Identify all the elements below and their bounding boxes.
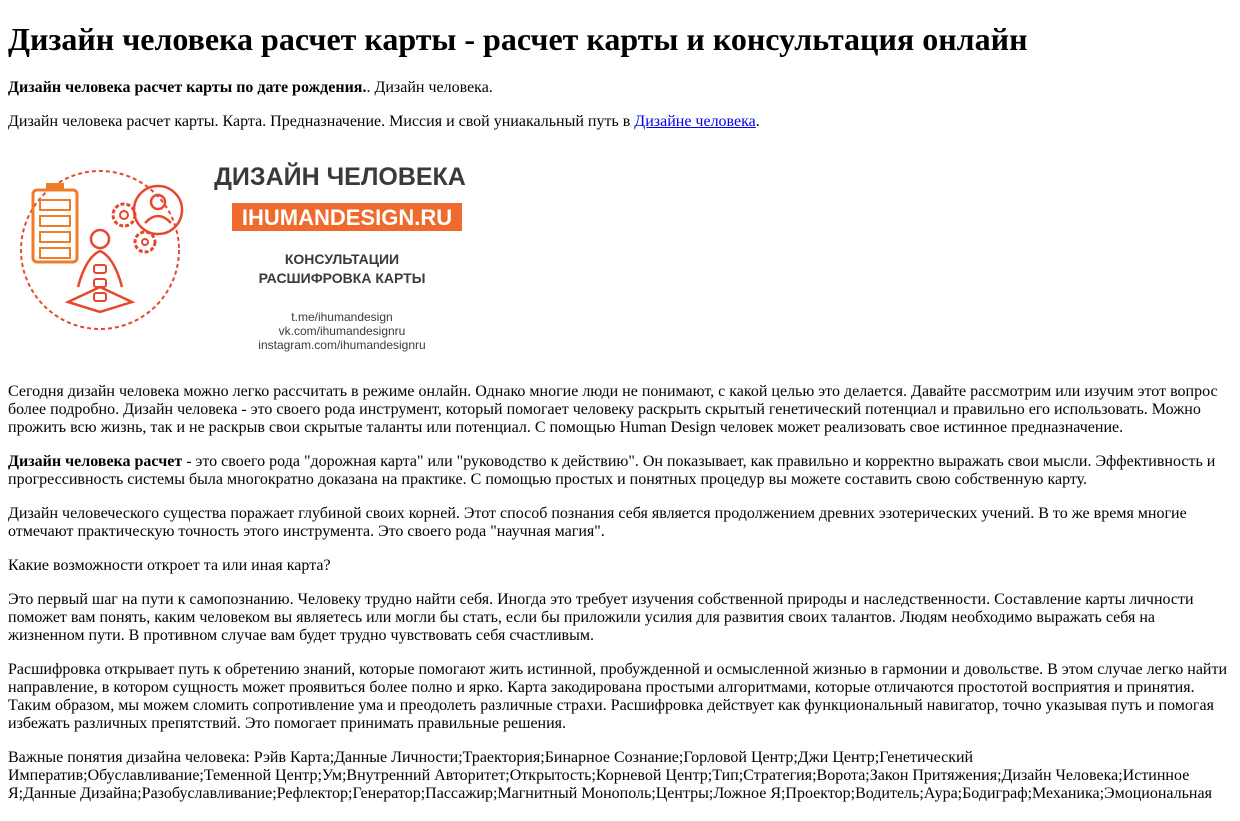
paragraph-1: Сегодня дизайн человека можно легко рассчитать в режиме онлайн. Однако многие люди не понимают, с какой целью это делается. Давайте рассмотрим или изучим этот вопрос более подробно. Дизайн человека - это своего рода инструмент, который помогает человеку раскрыть скрытый генетический потенциал и правильно его использовать. Можно прожить всю жизнь, так и не раскрыв свои скрытые таланты или потенциал. С помощью Human Design человек может реализовать свое истинное предназначение.: [8, 383, 1218, 436]
banner-site: IHUMANDESIGN.RU: [241, 205, 453, 230]
mission-text: Дизайн человека расчет карты. Карта. Предназначение. Миссия и свой униакальный путь в: [8, 113, 635, 130]
banner-line1: КОНСУЛЬТАЦИИ: [284, 251, 400, 267]
page-title: Дизайн человека расчет карты - расчет карты и консультация онлайн: [8, 21, 1028, 57]
banner-image: [8, 147, 488, 367]
paragraph-2: [8, 453, 1232, 489]
paragraph-4: Какие возможности откроет та или иная карта?: [8, 557, 331, 574]
intro-rest: . Дизайн человека.: [366, 79, 493, 96]
paragraph-5: Это первый шаг на пути к самопознанию. Человеку трудно найти себя. Иногда это требует изучения собственной природы и наследственности. Составление карты личности поможет вам понять, каким человеком вы являетесь или могли бы стать, если бы приложили усилия для развития своих талантов. Людям необходимо выражать себя на жизненном пути. В противном случае вам будет трудно чувствовать себя счастливым.: [8, 591, 1194, 644]
banner-title: ДИЗАЙН ЧЕЛОВЕКА: [214, 163, 466, 191]
paragraph-2-bold: Дизайн человека расчет: [8, 453, 183, 470]
mission-paragraph: [8, 113, 1232, 131]
paragraph-7: Важные понятия дизайна человека: Рэйв Карта;Данные Личности;Траектория;Бинарное Сознание;Горловой Центр;Джи Центр;Генетический Императив;Обуславливание;Теменной Центр;Ум;Внутренний Авторитет;Открытость;Корневой Центр;Тип;Стратегия;Ворота;Закон Притяжения;Дизайн Человека;Истинное Я;Данные Дизайна;Разобуславливание;Рефлектор;Генератор;Пассажир;Магнитный Монополь;Центры;Ложное Я;Проектор;Водитель;Аура;Бодиграф;Механика;Эмоциональная: [8, 749, 1212, 802]
paragraph-3: Дизайн человеческого существа поражает глубиной своих корней. Этот способ познания себя является продолжением древних эзотерических учений. В то же время многие отмечают практическую точность этого инструмента. Это своего рода "научная магия".: [8, 505, 1187, 540]
banner-contact-instagram: instagram.com/ihumandesignru: [258, 338, 426, 352]
mission-after: .: [755, 113, 760, 130]
banner-line2: РАСШИФРОВКА КАРТЫ: [258, 270, 426, 286]
meditation-logo-icon: [21, 171, 182, 329]
intro-bold: Дизайн человека расчет карты по дате рождения.: [8, 79, 367, 96]
banner-contact-vk: vk.com/ihumandesignru: [278, 324, 406, 338]
intro-paragraph: [8, 79, 1232, 97]
human-design-link[interactable]: Дизайне человека: [634, 113, 756, 130]
paragraph-6: Расшифровка открывает путь к обретению знаний, которые помогают жить истинной, пробужденной и осмысленной жизнью в гармонии и довольстве. В этом случае легко найти направление, в котором сущность может проявиться более полно и ярко. Карта закодирована простыми алгоритмами, которые отличаются простотой восприятия и принятия. Таким образом, мы можем сломить сопротивление ума и преодолеть различные страхи. Расшифровка действует как функциональный навигатор, точно указывая путь и помогая избежать различных препятствий. Это помогает принимать правильные решения.: [8, 661, 1228, 732]
paragraph-2-text: - это своего рода "дорожная карта" или "руководство к действию". Он показывает, как правильно и корректно выражать свои мысли. Эффективность и прогрессивность системы была многократно доказана на практике. С помощью простых и понятных процедур вы можете составить свою собственную карту.: [8, 453, 1216, 488]
banner-contact-telegram: t.me/ihumandesign: [291, 310, 393, 324]
page: [0, 21, 1240, 803]
